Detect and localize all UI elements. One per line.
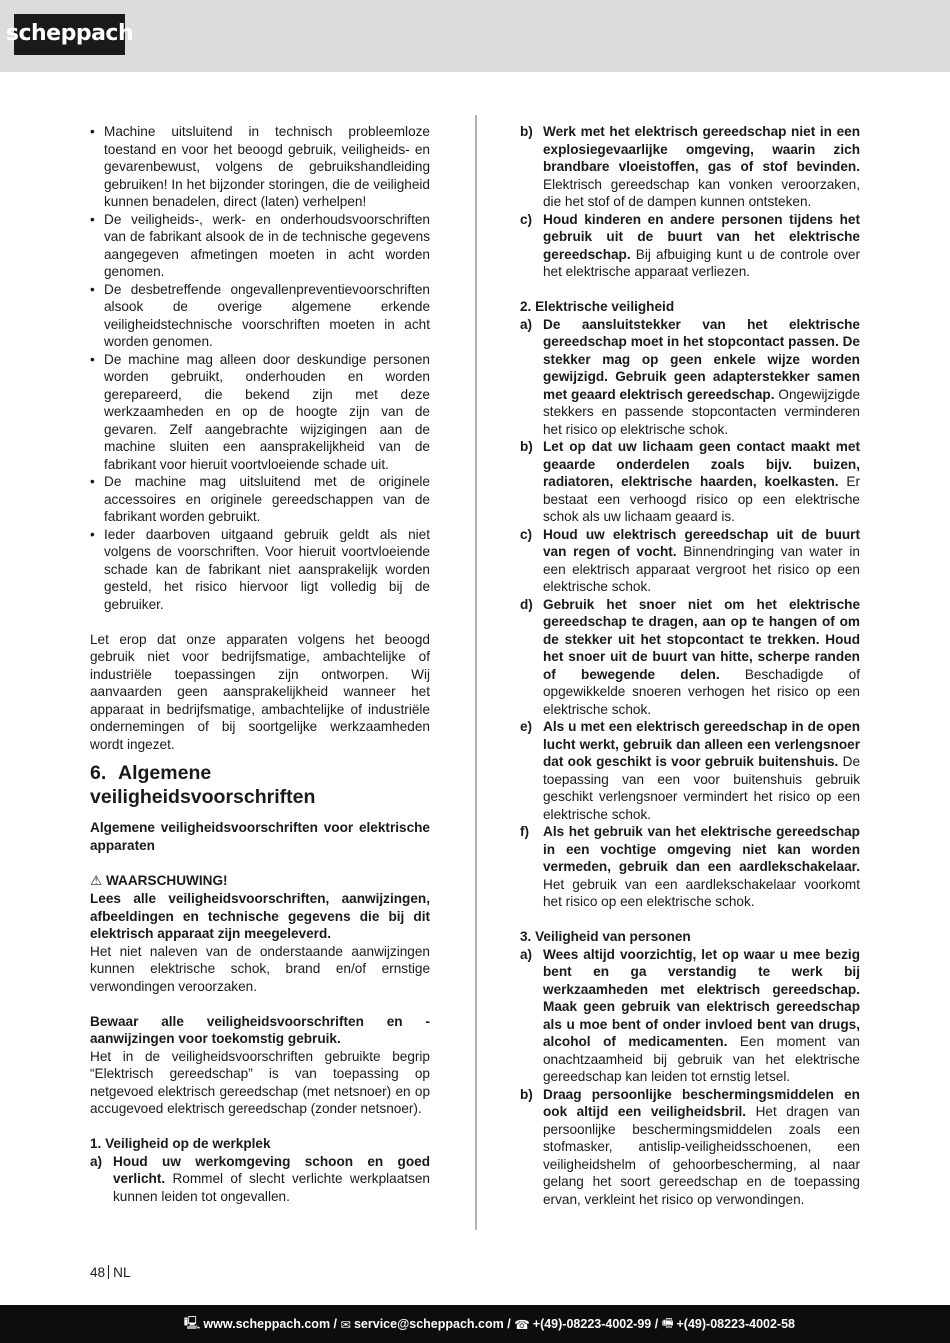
list-item: f) Als het gebruik van het elektrische gereedschap in een vochtige omgeving niet kan worden vermeden, gebruik dan een aardlekschakelaar. Het gebruik van een aardlekschakelaar voorkomt het risico op een elektrische schok. bbox=[520, 824, 860, 909]
warning-text: Het niet naleven van de onderstaande aanwijzingen kunnen elektrische schok, brand en/of ernstige verwondingen veroorzaken. bbox=[90, 943, 430, 994]
scheppach-logo: scheppach bbox=[14, 14, 125, 55]
column-divider bbox=[475, 115, 477, 1230]
list-item: b) Let op dat uw lichaam geen contact maakt met geaarde onderdelen zoals bijv. buizen, radiatoren, elektrische haarden, koelkasten. Er bestaat een verhoogd risico op een elektrische schok als uw lichaam geaard is. bbox=[520, 439, 861, 524]
mail-icon: ✉ bbox=[340, 1316, 351, 1332]
page-number-value: 48 bbox=[90, 1265, 106, 1280]
intended-use-paragraph: Let erop dat onze apparaten volgens het beoogd gebruik niet voor bedrijfsmatige, ambachtelijke of industriële toepassingen zijn ontworpen. Wij aanvaarden geen aansprakelijkheid wanneer het apparaat in bedrijfsmatige, ambachtelijke of industriële ondernemingen of bij soortgelijke werkzaamheden wordt ingezet. bbox=[90, 631, 430, 752]
left-column bbox=[90, 123, 430, 1205]
page-language: NL bbox=[113, 1265, 131, 1280]
electrical-safety-heading: 2. Elektrische veiligheid bbox=[520, 299, 675, 314]
keep-instructions-bold: Bewaar alle veiligheidsvoorschriften en -aanwijzingen voor toekomstig gebruik. bbox=[90, 1013, 430, 1046]
list-item: a) Wees altijd voorzichtig, let op waar u mee bezig bent en ga verstandig te werk bij werkzaamheden met elektrisch gereedschap. Maak geen gebruik van elektrisch gereedschap als u moe bent of onder invloed bent van drugs, alcohol of medicamenten. Een moment van onachtzaamheid bij gebruik van het elektrische gereedschap kan leiden tot ernstig letsel. bbox=[520, 946, 860, 1084]
warning-bold-text: Lees alle veiligheidsvoorschriften, aanwijzingen, afbeeldingen en technische gegevens die bij dit elektrisch apparaat zijn meegeleverd. bbox=[90, 891, 430, 941]
list-item: c) Houd uw elektrisch gereedschap uit de buurt van regen of vocht. Binnendringing van water in een elektrisch apparaat vergroot het risico op een elektrische schok. bbox=[520, 526, 860, 594]
fax-icon: 🖷 bbox=[661, 1314, 674, 1330]
footer-website: www.scheppach.com / bbox=[203, 1317, 338, 1331]
list-item: a) De aansluitstekker van het elektrische gereedschap moet in het stopcontact passen. De stekker mag op geen enkele wijze worden gewijzigd. Gebruik geen adapterstekker samen met geaard elektrisch gereedschap. Ongewijzigde stekkers en passende stopcontacten verminderen het risico op elektrische schok. bbox=[520, 316, 861, 437]
list-item: • Machine uitsluitend in technisch probleemloze toestand en voor het beoogd gebruik, veiligheids- en gevarenbewust, volgens de gebruikshandleiding gebruiken! In het bijzonder storingen, die de veiligheid kunnen benadelen, direct (laten) verhelpen! bbox=[90, 123, 430, 211]
list-item: • De veiligheids-, werk- en onderhoudsvoorschriften van de fabrikant alsook de in de technische gegevens aangegeven afmetingen moeten in acht worden genomen. bbox=[90, 211, 430, 281]
warning-title: WAARSCHUWING! bbox=[105, 872, 228, 888]
list-item: e) Als u met een elektrisch gereedschap in de open lucht werkt, gebruik dan alleen een verlengsnoer dat ook geschikt is voor gebruik buitenshuis. De toepassing van een voor buitenshuis gebruik geschikt verlengsnoer vermindert het risico op een elektrische schok. bbox=[520, 719, 860, 822]
list-item: • De machine mag alleen door deskundige personen worden gebruikt, onderhouden en worden gerepareerd, die bekend zijn met deze werkzaamheden en op de hoogte zijn van de gevaren. Zelf aangebrachte wijzigingen aan de machine sluiten een aansprakelijkheid van de fabrikant voor hieruit voortvloeiende schade uit. bbox=[90, 351, 430, 474]
warning-heading bbox=[90, 872, 430, 891]
list-item: b) Draag persoonlijke beschermingsmiddelen en ook altijd een veiligheidsbril. Het dragen van persoonlijke beschermingsmiddelen zoals een stofmasker, antislip-veiligheidsschoenen, een veiligheidshelm of gehoorbescherming, al naar gelang het soort gereedschap en de toepassing ervan, verkleint het risico op verwondingen. bbox=[520, 1086, 860, 1207]
list-item: c) Houd kinderen en andere personen tijdens het gebruik uit de buurt van het elektrische gereedschap. Bij afbuiging kunt u de controle over het elektrische apparaat verliezen. bbox=[520, 211, 860, 279]
footer-email: service@scheppach.com / bbox=[353, 1317, 511, 1331]
phone-icon: ☎ bbox=[514, 1316, 530, 1332]
list-item: b) Werk met het elektrisch gereedschap niet in een explosiegevaarlijke omgeving, waarin zich brandbare vloeistoffen, gas of stof bevinden. Elektrisch gereedschap kan vonken veroorzaken, die het stof of de dampen kunnen ontsteken. bbox=[520, 124, 860, 209]
page-number bbox=[90, 1265, 131, 1280]
personal-safety-heading: 3. Veiligheid van personen bbox=[520, 929, 691, 944]
section-heading bbox=[90, 761, 430, 809]
right-column bbox=[520, 123, 860, 1208]
section-title: Algemene veiligheidsvoorschriften bbox=[90, 762, 316, 808]
list-item: • De machine mag uitsluitend met de originele accessoires en originele gereedschappen van de fabrikant worden gebruikt. bbox=[90, 473, 430, 526]
header-bar bbox=[0, 0, 950, 72]
section-number: 6. bbox=[90, 762, 107, 784]
footer-fax: +(49)-08223-4002-58 bbox=[676, 1317, 795, 1331]
list-item: d) Gebruik het snoer niet om het elektrische gereedschap te dragen, aan op te hangen of om de stekker uit het stopcontact te trekken. Houd het snoer uit de buurt van hitte, scherpe randen of bewegende delen. Beschadigde of opgewikkelde snoeren verhogen het risico op een elektrische schok. bbox=[520, 596, 860, 717]
footer-phone: +(49)-08223-4002-99 / bbox=[532, 1317, 659, 1331]
subtitle: Algemene veiligheidsvoorschriften voor elektrische apparaten bbox=[90, 820, 430, 853]
list-item: • Ieder daarboven uitgaand gebruik geldt als niet volgens de voorschriften. Voor hieruit voortvloeiende schade kan de fabrikant niet aansprakelijk worden gesteld, het risico hiervoor ligt volledig bij de gebruiker. bbox=[90, 526, 430, 614]
keep-instructions-text: Het in de veiligheidsvoorschriften gebruikte begrip “Elektrisch gereedschap” is van toepassing op netgevoed elektrisch gereedschap (met netsnoer) en op accugevoed elektrisch gereedschap (zonder netsnoer). bbox=[90, 1048, 430, 1116]
bullet-list bbox=[90, 123, 430, 613]
computer-icon: 🖳 bbox=[183, 1314, 201, 1330]
work-area-heading: 1. Veiligheid op de werkplek bbox=[90, 1136, 271, 1151]
footer-bar bbox=[0, 1305, 950, 1343]
list-item: • De desbetreffende ongevallenpreventievoorschriften alsook de overige algemene erkende veiligheidstechnische voorschriften moeten in acht worden genomen. bbox=[90, 281, 430, 351]
list-item: a) Houd uw werkomgeving schoon en goed verlicht. Rommel of slecht verlichte werkplaatsen kunnen leiden tot ongevallen. bbox=[90, 1153, 430, 1204]
warning-icon: ⚠ bbox=[90, 872, 103, 889]
